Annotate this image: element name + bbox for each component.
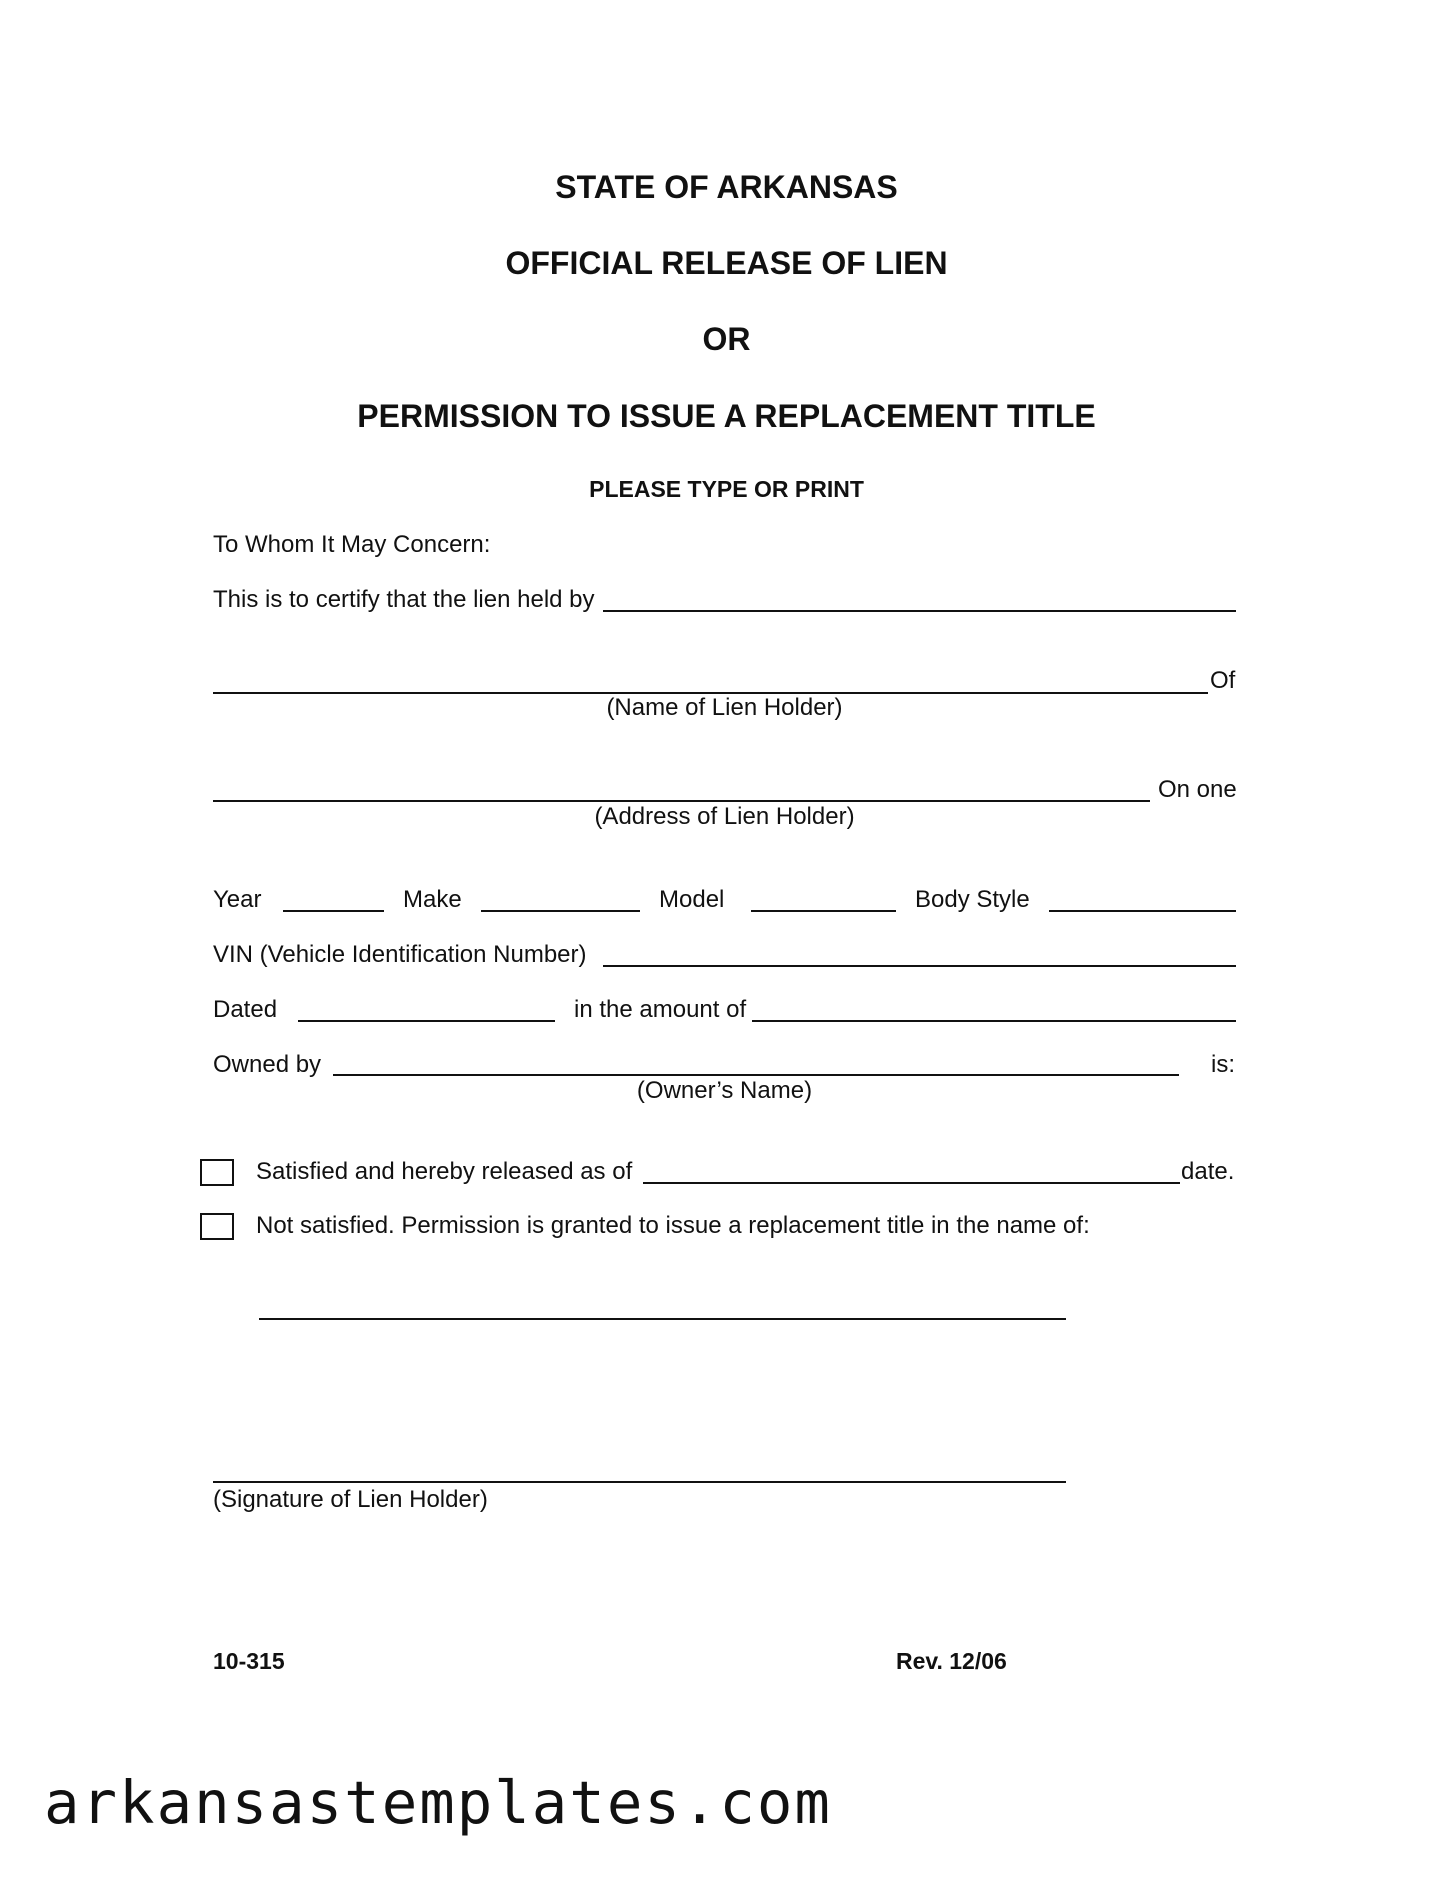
- owned-by-label: Owned by: [213, 1051, 322, 1078]
- replacement-title-name-input[interactable]: [261, 1288, 1068, 1318]
- signature-caption: (Signature of Lien Holder): [213, 1486, 488, 1513]
- amount-input[interactable]: [754, 990, 1238, 1020]
- of-label: Of: [1210, 667, 1236, 694]
- make-input[interactable]: [483, 880, 642, 910]
- lien-holder-address-input[interactable]: [215, 770, 1151, 800]
- owner-name-input[interactable]: [335, 1044, 1181, 1074]
- amount-label: in the amount of: [574, 996, 747, 1023]
- form-number: 10-315: [213, 1648, 285, 1674]
- name-of-lien-holder-caption: (Name of Lien Holder): [606, 694, 843, 721]
- dated-line: [298, 1020, 555, 1022]
- signature-line: [213, 1481, 1066, 1483]
- replacement-title-name-line: [259, 1318, 1066, 1320]
- satisfied-checkbox[interactable]: [200, 1159, 234, 1186]
- is-label: is:: [1211, 1051, 1235, 1078]
- form-subtitle: PERMISSION TO ISSUE A REPLACEMENT TITLE: [357, 398, 1096, 434]
- model-line: [751, 910, 896, 912]
- form-title: OFFICIAL RELEASE OF LIEN: [505, 245, 948, 281]
- release-date-line: [643, 1182, 1180, 1184]
- state-title: STATE OF ARKANSAS: [555, 169, 898, 205]
- release-date-input[interactable]: [645, 1152, 1182, 1182]
- date-label: date.: [1181, 1158, 1235, 1185]
- form-title-or: OR: [702, 321, 751, 357]
- body-style-label: Body Style: [915, 886, 1030, 913]
- make-line: [481, 910, 640, 912]
- year-line: [283, 910, 384, 912]
- make-label: Make: [403, 886, 462, 913]
- dated-input[interactable]: [300, 990, 557, 1020]
- not-satisfied-checkbox[interactable]: [200, 1213, 234, 1240]
- not-satisfied-label: Not satisfied. Permission is granted to issue a replacement title in the name of:: [256, 1212, 1090, 1239]
- revision-date: Rev. 12/06: [896, 1648, 1007, 1674]
- satisfied-label: Satisfied and hereby released as of: [256, 1158, 633, 1185]
- signature-input[interactable]: [215, 1451, 1068, 1481]
- vin-input[interactable]: [605, 935, 1239, 965]
- model-label: Model: [659, 886, 725, 913]
- vin-label: VIN (Vehicle Identification Number): [213, 941, 587, 968]
- salutation: To Whom It May Concern:: [213, 531, 491, 558]
- year-label: Year: [213, 886, 262, 913]
- body-style-input[interactable]: [1051, 880, 1238, 910]
- address-of-lien-holder-caption: (Address of Lien Holder): [594, 803, 855, 830]
- lien-holder-line-1: [603, 610, 1236, 612]
- dated-label: Dated: [213, 996, 278, 1023]
- model-input[interactable]: [753, 880, 898, 910]
- on-one-label: On one: [1158, 776, 1237, 803]
- amount-line: [752, 1020, 1236, 1022]
- lien-holder-input-1[interactable]: [605, 580, 1239, 610]
- owner-name-caption: (Owner’s Name): [636, 1077, 813, 1104]
- lien-holder-address-line: [213, 800, 1150, 802]
- certify-text: This is to certify that the lien held by: [213, 586, 595, 613]
- owner-name-line: [333, 1074, 1179, 1076]
- vin-line: [603, 965, 1236, 967]
- type-print-instruction: PLEASE TYPE OR PRINT: [589, 476, 864, 502]
- body-style-line: [1049, 910, 1236, 912]
- lien-holder-name-input[interactable]: [215, 662, 1209, 692]
- site-watermark: arkansastemplates.com: [44, 1768, 832, 1837]
- year-input[interactable]: [285, 880, 386, 910]
